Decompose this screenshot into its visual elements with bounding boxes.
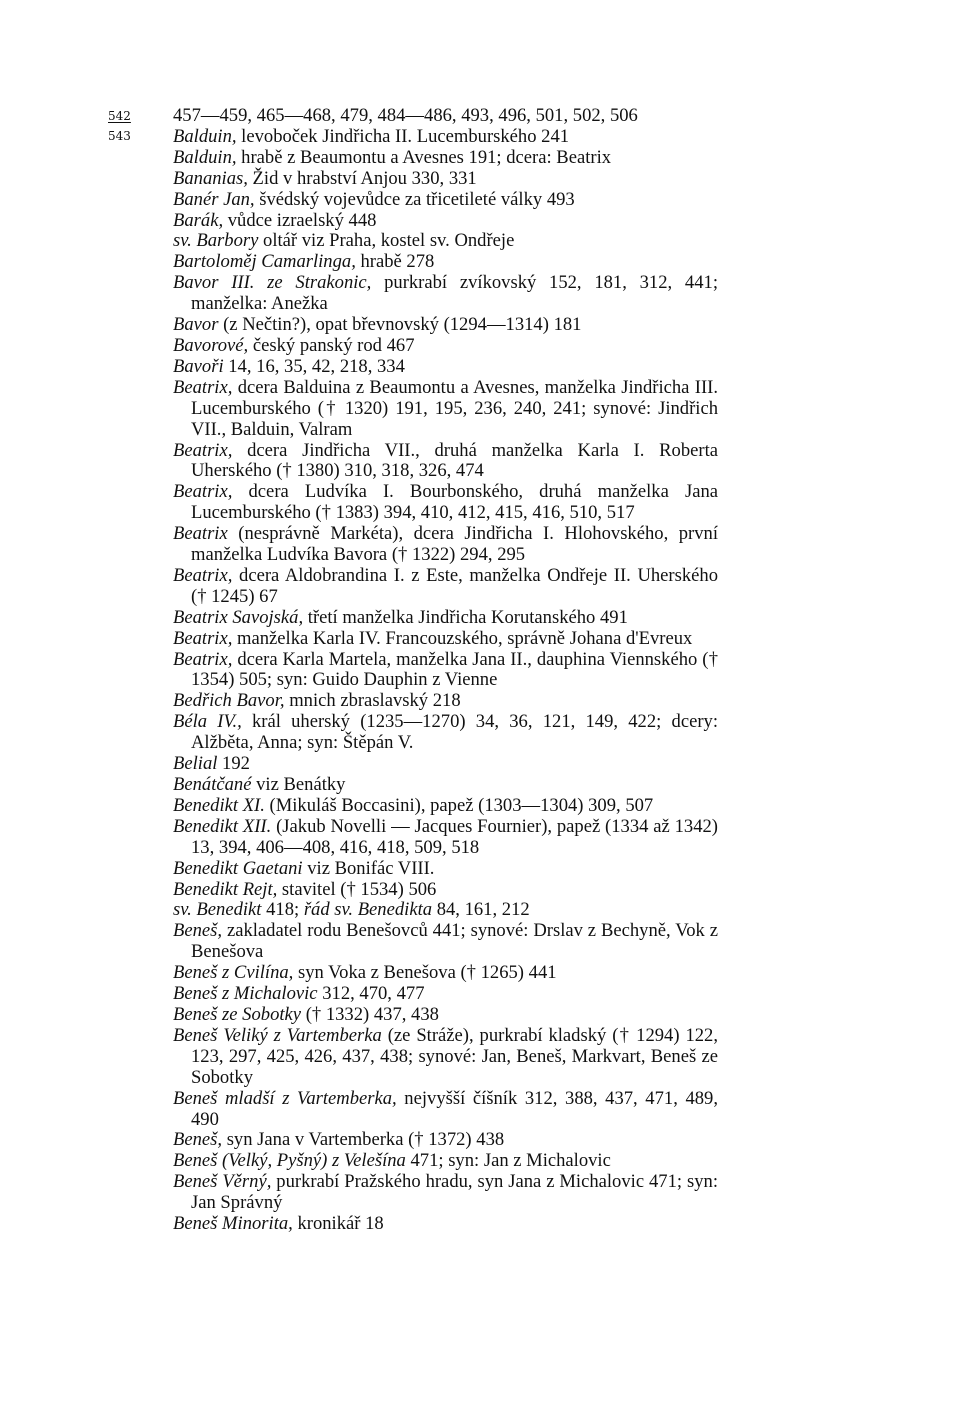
index-entry [173, 1005, 718, 1026]
entry-headword: Beatrix, [173, 481, 233, 503]
entry-headword: Beatrix, [173, 564, 233, 586]
entry-headword: Beatrix, [173, 439, 233, 461]
index-entry [173, 1214, 718, 1235]
entry-text: 192 [217, 753, 250, 775]
entry-text: (ze Stráže), purkrabí kladský († 1294) 122, 123, 297, 425, 426, 437, 438; synové: Jan, Beneš, Markvart, Beneš ze Sobotky [191, 1024, 718, 1088]
entry-text: syn Voka z Benešova († 1265) 441 [293, 962, 557, 984]
entry-headword: Bavor III. ze Strakonic, [173, 272, 372, 294]
entry-text: syn Jana v Vartemberka († 1372) 438 [222, 1129, 505, 1151]
entry-text: (nesprávně Markéta), dcera Jindřicha I. Hlohovského, první manželka Ludvíka Bavora († 1322) 294, 295 [191, 523, 718, 566]
entry-text: (z Nečtin?), opat břevnovský (1294—1314) 181 [218, 314, 582, 336]
entry-headword: Béla IV., [173, 711, 242, 733]
entry-text: 457—459, 465—468, 479, 484—486, 493, 496, 501, 502, 506 [173, 105, 638, 126]
index-entry [173, 357, 718, 378]
entry-text: dcera Balduina z Beaumontu a Avesnes, manželka Jindřicha III. Lucemburského († 1320) 191, 195, 236, 240, 241; synové: Jindřich VII., Balduin, Valram [191, 376, 718, 440]
entry-headword-secondary: řád sv. Benedikta [303, 899, 433, 921]
entry-text: dcera Aldobrandina I. z Este, manželka Ondřeje II. Uherského († 1245) 67 [191, 564, 718, 607]
entry-headword: Beatrix, [173, 627, 233, 649]
index-entry [173, 252, 718, 273]
entry-headword: Benátčané [173, 774, 252, 795]
entry-headword: Beneš z Michalovic [173, 983, 318, 1005]
entry-headword: Bavoři [173, 355, 224, 377]
index-entry [173, 984, 718, 1005]
page-number-bottom: 543 [108, 129, 131, 143]
index-entry [173, 441, 718, 483]
index-entry [173, 482, 718, 524]
index-entry [173, 106, 718, 127]
index-entry [173, 336, 718, 357]
entry-headword: Beneš Věrný, [173, 1171, 272, 1193]
index-entry [173, 566, 718, 608]
entry-headword: sv. Barbory [173, 230, 259, 252]
entry-headword: Benedikt XII. [173, 815, 272, 837]
entry-text: viz Bonifác VIII. [302, 857, 435, 879]
index-entry [173, 691, 718, 712]
entry-headword: Beneš, [173, 920, 223, 942]
entry-text: švédský vojevůdce za třicetileté války 493 [254, 188, 575, 210]
entry-text: dcera Karla Martela, manželka Jana II., dauphina Viennského († 1354) 505; syn: Guido Dauphin z Vienne [191, 648, 718, 691]
index-entry [173, 524, 718, 566]
entry-headword: Belial [173, 753, 218, 775]
entry-text: 471; syn: Jan z Michalovic [405, 1150, 611, 1172]
entry-text: oltář viz Praha, kostel sv. Ondřeje [258, 230, 515, 252]
index-entry [173, 211, 718, 232]
entry-text: (Jakub Novelli — Jacques Fournier), papež (1334 až 1342) 13, 394, 406—408, 416, 418, 509, 518 [191, 815, 718, 858]
entry-text: (Mikuláš Boccasini), papež (1303—1304) 309, 507 [264, 794, 654, 816]
index-entry [173, 231, 718, 252]
index-entry [173, 921, 718, 963]
index-entry [173, 754, 718, 775]
entry-text: purkrabí Pražského hradu, syn Jana z Michalovic 471; syn: Jan Správný [191, 1171, 718, 1214]
entry-text: († 1332) 437, 438 [301, 1003, 439, 1025]
entry-headword: Beatrix, [173, 648, 233, 670]
index-entry [173, 775, 718, 796]
index-entry [173, 1130, 718, 1151]
entry-text: Žid v hrabství Anjou 330, 331 [247, 167, 477, 189]
index-entry [173, 650, 718, 692]
index-entry [173, 1089, 718, 1131]
entry-headword: Bavor [173, 314, 219, 336]
entry-text: mnich zbraslavský 218 [284, 690, 461, 712]
index-entry [173, 1151, 718, 1172]
entry-headword: Beneš, [173, 1129, 223, 1151]
index-entry [173, 817, 718, 859]
entry-headword: Benedikt Gaetani [173, 857, 303, 879]
index-entry [173, 712, 718, 754]
entry-text: stavitel († 1534) 506 [277, 878, 437, 900]
entry-text: hrabě 278 [355, 251, 435, 273]
entry-text: nejvyšší číšník 312, 388, 437, 471, 489, 490 [191, 1087, 718, 1130]
entry-headword: Beatrix Savojská, [173, 606, 304, 628]
entry-headword: Bananias, [173, 167, 248, 189]
index-entry [173, 963, 718, 984]
index-entry [173, 608, 718, 629]
index-entry [173, 315, 718, 336]
entry-headword: Benedikt Rejt, [173, 878, 278, 900]
entry-text-secondary: 84, 161, 212 [432, 899, 530, 921]
entry-text: zakladatel rodu Benešovců 441; synové: Drslav z Bechyně, Vok z Benešova [191, 920, 718, 963]
entry-text: kronikář 18 [292, 1213, 384, 1235]
index-entry [173, 880, 718, 901]
index-entry [173, 1026, 718, 1089]
entry-headword: Beneš (Velký, Pyšný) z Velešína [173, 1150, 406, 1172]
entry-headword: Beneš ze Sobotky [173, 1003, 302, 1025]
page-numbers [108, 106, 148, 146]
index-entry [173, 378, 718, 441]
entry-headword: Benedikt XI. [173, 794, 265, 816]
page-number-top: 542 [108, 109, 131, 123]
entry-text: 418; [261, 899, 304, 921]
entry-headword: Bavorové, [173, 334, 249, 356]
index-entry [173, 1172, 718, 1214]
index-entry [173, 148, 718, 169]
entry-headword: Beneš Minorita, [173, 1213, 293, 1235]
index-entry [173, 190, 718, 211]
entry-text: hrabě z Beaumontu a Avesnes 191; dcera: Beatrix [236, 146, 612, 168]
entry-headword: Balduin, [173, 146, 237, 168]
entry-text: král uherský (1235—1270) 34, 36, 121, 149, 422; dcery: Alžběta, Anna; syn: Štěpán V. [191, 711, 718, 754]
entry-text: vůdce izraelský 448 [223, 209, 377, 231]
entry-headword: Beneš Veliký z Vartemberka [173, 1024, 382, 1046]
entry-headword: Beneš mladší z Vartemberka, [173, 1087, 397, 1109]
entry-text: dcera Jindřicha VII., druhá manželka Karla I. Roberta Uherského († 1380) 310, 318, 326, 474 [191, 439, 718, 482]
entry-headword: Banér Jan, [173, 188, 255, 210]
entry-text: purkrabí zvíkovský 152, 181, 312, 441; manželka: Anežka [191, 272, 718, 315]
entry-headword: Beatrix, [173, 376, 233, 398]
index-entry [173, 273, 718, 315]
entry-text: dcera Ludvíka I. Bourbonského, druhá manželka Jana Lucemburského († 1383) 394, 410, 412, 415, 416, 510, 517 [191, 481, 718, 524]
entry-text: manželka Karla IV. Francouzského, správně Johana d'Evreux [232, 627, 693, 649]
entry-headword: Bedřich Bavor, [173, 690, 285, 712]
entry-text: viz Benátky [251, 774, 346, 795]
entry-text: třetí manželka Jindřicha Korutanského 491 [303, 606, 628, 628]
index-entry [173, 629, 718, 650]
entry-text: 14, 16, 35, 42, 218, 334 [223, 355, 405, 377]
entry-text: levoboček Jindřicha II. Lucemburského 241 [236, 125, 570, 147]
entry-headword: sv. Benedikt [173, 899, 262, 921]
index-entry [173, 796, 718, 817]
entry-headword: Bartoloměj Camarlinga, [173, 251, 356, 273]
index-entry [173, 859, 718, 880]
index-entry [173, 127, 718, 148]
index-entry [173, 900, 718, 921]
index-column [173, 106, 718, 1235]
index-entry [173, 169, 718, 190]
entry-text: český panský rod 467 [248, 334, 415, 356]
entry-headword: Beneš z Cvilína, [173, 962, 294, 984]
entry-headword: Beatrix [173, 523, 228, 545]
entry-headword: Balduin, [173, 125, 237, 147]
entry-text: 312, 470, 477 [317, 983, 425, 1005]
entry-headword: Barák, [173, 209, 224, 231]
